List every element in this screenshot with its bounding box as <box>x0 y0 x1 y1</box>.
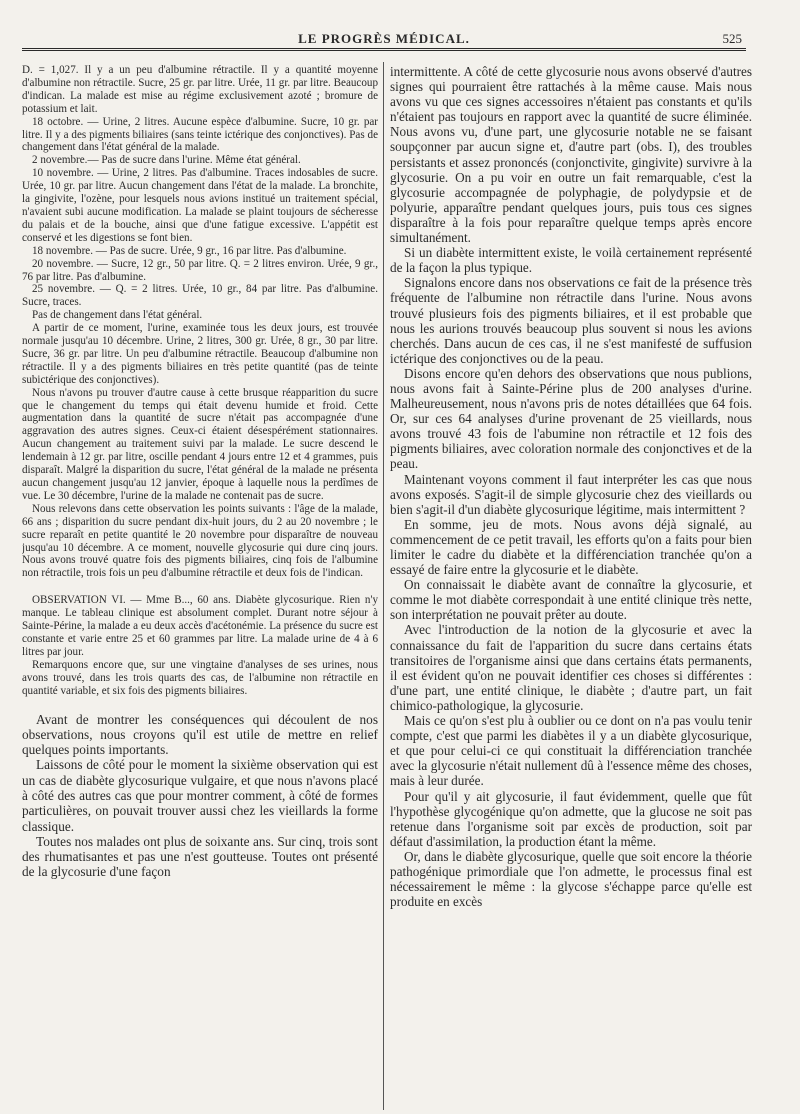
case-notes-paragraph: 18 novembre. — Pas de sucre. Urée, 9 gr., 16 par litre. Pas d'albumine. <box>32 244 347 257</box>
body-paragraph: Avec l'introduction de la notion de la glycosurie et avec la connaissance du fait de l'apparition du sucre dans certains états transitoires de l'organisme ainsi que dans certains états permanents, il est évident qu'on ne pouvait identifier ces choses si différentes : d'une part, une entité clinique, le diabète ; d'autre part, un fait chimico-pathologique, la glycosurie. <box>390 622 752 713</box>
body-paragraph: intermittente. A côté de cette glycosurie nous avons observé d'autres signes qui pourraient être rattachés à la même cause. Mais nous avons vu que ces signes accessoires n'étaient pas constants et qu'ils n'étaient pas toujours en rapport avec la quantité de sucre éliminée. Nous avons vu, d'une part, une glycosurie notable ne se faisant soupçonner par aucun signe et, d'autre part (obs. I), des troubles persistants et assez prononcés (conjonctivite, gingivite) survivre à la glycosurie. On a pu voir en outre un fait remarquable, c'est la glycosurie accompagnée de polyphagie, de polydypsie et de polyurie, apparaître pendant quelques jours, puis tous ces signes disparaître à la fois pour reparaître quelque temps après encore simultanément. <box>390 64 752 246</box>
left-column <box>22 64 378 1110</box>
page-header <box>22 28 746 51</box>
body-paragraph: Maintenant voyons comment il faut interpréter les cas que nous avons exposés. S'agit-il de simple glycosurie chez des vieillards ou bien s'agit-il d'un diabète glycosurique légitime, mais intermittent ? <box>390 471 752 517</box>
body-paragraph: Laissons de côté pour le moment la sixième observation qui est un cas de diabète glycosurique vulgaire, et que nous n'avons placé à côté des autres cas que pour montrer comment, à côté de formes particulières, on pouvait trouver aussi chez les vieillards la forme classique. <box>22 757 378 834</box>
case-notes-paragraph: Nous n'avons pu trouver d'autre cause à cette brusque réapparition du sucre que le changement du temps qui était devenu humide et froid. Cette augmentation dans la quantité de sucre n'était pas accompagnée d'une aggravation des autres signes. Ceux-ci étaient désespérément stationnaires. Aucun changement au traitement suivi par la malade. Le sucre descend le lendemain à 12 gr. par litre, oscille pendant 4 jours entre 12 et 4 grammes, puis disparaît. Malgré la disparition du sucre, l'état général de la malade ne présenta aucun changement jusqu'au 12 janvier, époque à laquelle nous la perdîmes de vue. Le 30 décembre, l'urine de la malade ne contenait pas de sucre. <box>22 386 378 502</box>
case-notes-paragraph: 2 novembre.— Pas de sucre dans l'urine. Même état général. <box>32 154 301 167</box>
case-notes-paragraph: Nous relevons dans cette observation les points suivants : l'âge de la malade, 66 ans ; disparition du sucre pendant dix-huit jours, du 2 au 20 novembre ; le sucre reparaît en petite quantité le 20 novembre pour disparaître de nouveau jusqu'au 10 décembre. A ce moment, nouvelle glycosurie qui dure cinq jours. Nous avons trouvé quatre fois des pigments biliaires, cinq fois de l'albumine non rétractile, trois fois un peu d'albumine rétractile et deux fois de l'indican. <box>22 502 378 580</box>
column-divider <box>383 62 384 1110</box>
body-paragraph: Mais ce qu'on s'est plu à oublier ou ce dont on n'a pas voulu tenir compte, c'est que parmi les diabètes il y a un diabète glycosurique, et que pour celui-ci ce qui constituait la différenciation tranchée avec la glycosurie n'était nullement dû à l'essence même des choses, mais à leur durée. <box>390 713 752 789</box>
body-paragraph: Disons encore qu'en dehors des observations que nous publions, nous avons fait à Sainte-Périne plus de 200 analyses d'urine. Malheureusement, nous n'avons pris de notes détaillées que 64 fois. Or, sur ces 64 analyses d'urine provenant de 25 vieillards, nous avons trouvé 43 fois de l'abumine non rétractile et 12 fois des pigments biliaires, avec coloration normale des conjonctives et de la peau. <box>390 365 752 472</box>
body-paragraph: En somme, jeu de mots. Nous avons déjà signalé, au commencement de ce petit travail, les efforts qu'on a faits pour bien limiter le cadre du diabète et la différenciation tranchée qu'on a essayé de faire entre la glycosurie et le diabète. <box>390 516 752 578</box>
case-notes-paragraph: D. = 1,027. Il y a un peu d'albumine rétractile. Il y a quantité moyenne d'albumine non rétractile. Sucre, 25 gr. par litre. Urée, 11 gr. par litre. Beaucoup d'indican. La malade est mise au régime exclusivement azoté ; bromure de potassium et lait. <box>22 64 378 115</box>
case-notes-paragraph: 18 octobre. — Urine, 2 litres. Aucune espèce d'albumine. Sucre, 10 gr. par litre. Il y a des pigments biliaires (sans teinte ictérique des conjonctives). Pas de changement dans l'état général de la malade. <box>22 115 378 154</box>
page-number: 525 <box>722 31 742 46</box>
body-paragraph: Or, dans le diabète glycosurique, quelle que soit encore la théorie pathogénique primordiale que l'on admette, le processus final est nécessairement le même : la glycose s'échappe parce qu'elle est produite en excès <box>390 848 752 910</box>
body-paragraph: Pour qu'il y ait glycosurie, il faut évidemment, quelle que fût l'hypothèse glycogénique qu'on admette, que la glucose ne soit pas retenue dans l'organisme soit par excès de production, soit par défaut d'assimilation, la production étant la même. <box>390 788 752 849</box>
case-notes-paragraph: 20 novembre. — Sucre, 12 gr., 50 par litre. Q. = 2 litres environ. Urée, 9 gr., 76 par litre. Pas d'albumine. <box>22 257 378 283</box>
case-notes-paragraph: 10 novembre. — Urine, 2 litres. Pas d'albumine. Traces indosables de sucre. Urée, 10 gr. par litre. Aucun changement dans l'état de la malade. La bronchite, la gingivite, l'ozène, pour lesquels nous avions institué un traitement spécial, n'avaient subi aucune modification. La malade se plaint toujours de sécheresse du palais et de la bouche, ainsi que d'une fatigue excessive. L'appétit est conservé et les digestions se font bien. <box>22 167 378 244</box>
journal-title: LE PROGRÈS MÉDICAL. <box>298 31 470 46</box>
right-column <box>390 64 752 1110</box>
body-paragraph: Toutes nos malades ont plus de soixante ans. Sur cinq, trois sont des rhumatisantes et pas une n'est goutteuse. Toutes ont présenté de la glycosurie d'une façon <box>22 833 378 880</box>
body-paragraph: On connaissait le diabète avant de connaître la glycosurie, et comme le mot diabète correspondait à une entité clinique très nette, son interprétation ne pouvait prêter au doute. <box>390 577 752 623</box>
case-notes-paragraph: 25 novembre. — Q. = 2 litres. Urée, 10 gr., 84 par litre. Pas d'albumine. Sucre, traces. <box>22 283 378 309</box>
body-paragraph: Avant de montrer les conséquences qui découlent de nos observations, nous croyons qu'il est utile de mettre en relief quelques points importants. <box>22 711 378 758</box>
body-paragraph: Signalons encore dans nos observations ce fait de la présence très fréquente de l'albumine non rétractile dans l'urine. Nous avons trouvé plusieurs fois des pigments biliaires, et il est probable que nous les aurions trouvés beaucoup plus souvent si nous les avions cherchés. Dans aucun de ces cas, il ne s'est manifesté de suffusion ictérique des conjonctives ou de la peau. <box>390 275 752 366</box>
observation-vi-paragraph: OBSERVATION VI. — Mme B..., 60 ans. Diabète glycosurique. Rien n'y manque. Le tableau clinique est absolument complet. Durant notre séjour à Sainte-Périne, la malade a eu deux accès d'acétonémie. La présence du sucre est constante et varie entre 25 et 60 grammes par litre. La malade urine de 4 à 6 litres par jour. <box>22 594 378 658</box>
case-notes-paragraph: A partir de ce moment, l'urine, examinée tous les deux jours, est trouvée normale jusqu'au 10 décembre. Urine, 2 litres, 300 gr. Urée, 8 gr., 30 par litre. Sucre, 36 gr. par litre. Un peu d'albumine rétractile. Beaucoup d'albumine non rétractile. Il y a des pigments biliaires en très petite quantité (pas de teinte subictérique des conjonctives). <box>22 322 378 386</box>
case-notes-paragraph: Pas de changement dans l'état général. <box>32 309 203 322</box>
body-paragraph: Si un diabète intermittent existe, le voilà certainement représenté de la façon la plus typique. <box>390 245 752 276</box>
observation-vi-paragraph: Remarquons encore que, sur une vingtaine d'analyses de ses urines, nous avons trouvé, dans les trois quarts des cas, de l'albumine non rétractile en quantité variable, et six fois des pigments biliaires. <box>22 658 378 697</box>
